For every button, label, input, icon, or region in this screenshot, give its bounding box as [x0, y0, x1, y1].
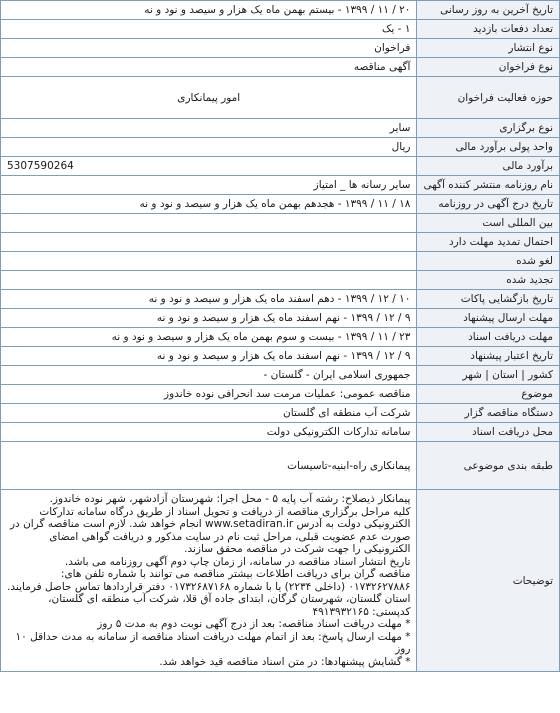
- label-subject: موضوع: [417, 385, 560, 404]
- value-classification: پیمانکاری راه-ابنیه-تاسیسات: [1, 442, 417, 490]
- row-opening-date: [1, 290, 560, 309]
- label-organizer: دستگاه مناقصه گزار: [417, 404, 560, 423]
- label-opening-date: تاریخ بازگشایی پاکات: [417, 290, 560, 309]
- row-extension: [1, 233, 560, 252]
- value-validity-date: ۹ / ۱۲ / ۱۳۹۹ - نهم اسفند ماه یک هزار و سیصد و نود و نه: [1, 347, 417, 366]
- label-holding-type: نوع برگزاری: [417, 119, 560, 138]
- label-extension: احتمال تمدید مهلت دارد: [417, 233, 560, 252]
- row-cancelled: [1, 252, 560, 271]
- label-cancelled: لغو شده: [417, 252, 560, 271]
- value-extension: [1, 233, 417, 252]
- row-visit-count: [1, 20, 560, 39]
- row-renewed: [1, 271, 560, 290]
- row-validity-date: [1, 347, 560, 366]
- label-description: توضیحات: [417, 490, 560, 672]
- value-last-update: ۲۰ / ۱۱ / ۱۳۹۹ - بیستم بهمن ماه یک هزار و سیصد و نود و نه: [1, 1, 417, 20]
- description-line: استان گلستان، شهرستان گرگان، ابتدای جاده آق قلا، شرکت آب منطقه ای گلستان، کدپستی: ۴۹۱۳۹۳۲۱۶۵: [48, 593, 411, 618]
- row-call-type: [1, 58, 560, 77]
- description-line: * مهلت ارسال پاسخ: بعد از اتمام مهلت دریافت اسناد مناقصه از سامانه به مدت حداقل ۱۰ روز: [15, 630, 411, 655]
- description-line: * مهلت دریافت اسناد مناقصه: بعد از درج آگهی نوبت دوم به مدت ۵ روز: [97, 618, 411, 630]
- value-call-type: آگهی مناقصه: [1, 58, 417, 77]
- description-line: کلیه مراحل برگزاری مناقصه از دریافت و تحویل اسناد از طریق درگاه سامانه تدارکات الکترونیکی دولت به آدرس www.setadiran.ir انجام خواهد شد. لازم است مناقصه گران در صورت عدم عضویت قبلی، مراحل ثبت نام در سایت مذکور و دریافت گواهی امضای الکترونیکی را جهت شرکت در مناقصه محقق سازند.: [9, 505, 411, 555]
- label-publish-type: نوع انتشار: [417, 39, 560, 58]
- description-line: تاریخ انتشار اسناد مناقصه در سامانه، از زمان چاپ دوم آگهی روزنامه می باشد.: [64, 555, 411, 568]
- label-ad-date: تاریخ درج آگهی در روزنامه: [417, 195, 560, 214]
- label-renewed: تجدید شده: [417, 271, 560, 290]
- value-document-deadline: ۲۳ / ۱۱ / ۱۳۹۹ - بیست و سوم بهمن ماه یک هزار و سیصد و نود و نه: [1, 328, 417, 347]
- value-document-location: سامانه تدارکات الکترونیکی دولت: [1, 423, 417, 442]
- label-currency: واحد پولی برآورد مالی: [417, 138, 560, 157]
- row-submission-deadline: [1, 309, 560, 328]
- value-currency: ریال: [1, 138, 417, 157]
- value-renewed: [1, 271, 417, 290]
- label-estimate: برآورد مالی: [417, 157, 560, 176]
- value-submission-deadline: ۹ / ۱۲ / ۱۳۹۹ - نهم اسفند ماه یک هزار و سیصد و نود و نه: [1, 309, 417, 328]
- label-classification: طبقه بندی موضوعی: [417, 442, 560, 490]
- row-document-deadline: [1, 328, 560, 347]
- description-line: * گشایش پیشنهادها: در متن اسناد مناقصه قید خواهد شد.: [159, 655, 411, 668]
- row-publish-type: [1, 39, 560, 58]
- row-currency: [1, 138, 560, 157]
- label-validity-date: تاریخ اعتبار پیشنهاد: [417, 347, 560, 366]
- row-activity-field: [1, 77, 560, 119]
- value-international: [1, 214, 417, 233]
- row-newspaper: [1, 176, 560, 195]
- row-location: [1, 366, 560, 385]
- label-document-location: محل دریافت اسناد: [417, 423, 560, 442]
- label-international: بین المللی است: [417, 214, 560, 233]
- value-estimate: 5307590264: [1, 157, 417, 176]
- label-last-update: تاریخ آخرین به روز رسانی: [417, 1, 560, 20]
- value-newspaper: سایر رسانه ها _ امتیاز: [1, 176, 417, 195]
- label-location: کشور | استان | شهر: [417, 366, 560, 385]
- row-holding-type: [1, 119, 560, 138]
- value-holding-type: سایر: [1, 119, 417, 138]
- value-visit-count: ۱ - یک: [1, 20, 417, 39]
- row-classification: [1, 442, 560, 490]
- row-document-location: [1, 423, 560, 442]
- value-activity-field: امور پیمانکاری: [1, 77, 417, 119]
- value-ad-date: ۱۸ / ۱۱ / ۱۳۹۹ - هجدهم بهمن ماه یک هزار و سیصد و نود و نه: [1, 195, 417, 214]
- row-description: [1, 490, 560, 672]
- row-ad-date: [1, 195, 560, 214]
- value-publish-type: فراخوان: [1, 39, 417, 58]
- label-newspaper: نام روزنامه منتشر کننده آگهی: [417, 176, 560, 195]
- row-last-update: [1, 1, 560, 20]
- value-organizer: شرکت آب منطقه ای گلستان: [1, 404, 417, 423]
- label-visit-count: تعداد دفعات بازدید: [417, 20, 560, 39]
- label-document-deadline: مهلت دریافت اسناد: [417, 328, 560, 347]
- value-cancelled: [1, 252, 417, 271]
- value-opening-date: ۱۰ / ۱۲ / ۱۳۹۹ - دهم اسفند ماه یک هزار و سیصد و نود و نه: [1, 290, 417, 309]
- row-subject: [1, 385, 560, 404]
- row-organizer: [1, 404, 560, 423]
- label-call-type: نوع فراخوان: [417, 58, 560, 77]
- description-line: پیمانکار ذیصلاح: رشته آب پایه ۵ - محل اجرا: شهرستان آزادشهر، شهر نوده خاندوز.: [49, 493, 411, 505]
- label-activity-field: حوزه فعالیت فراخوان: [417, 77, 560, 119]
- value-location: جمهوری اسلامی ایران - گلستان -: [1, 366, 417, 385]
- value-subject: مناقصه عمومی: عملیات مرمت سد انحرافی نوده خاندوز: [1, 385, 417, 404]
- description-line: مناقصه گران برای دریافت اطلاعات بیشتر مناقصه می توانند با شماره تلفن های: ۰۱۷۳۲۶۲۷۸۸۶ (داخلی ۲۲۳۴) یا با شماره ۰۱۷۳۲۶۸۷۱۶۸ دفتر قراردادها تماس حاصل فرمایند.: [7, 568, 411, 593]
- row-international: [1, 214, 560, 233]
- description-content: [1, 490, 417, 672]
- row-estimate: [1, 157, 560, 176]
- label-submission-deadline: مهلت ارسال پیشنهاد: [417, 309, 560, 328]
